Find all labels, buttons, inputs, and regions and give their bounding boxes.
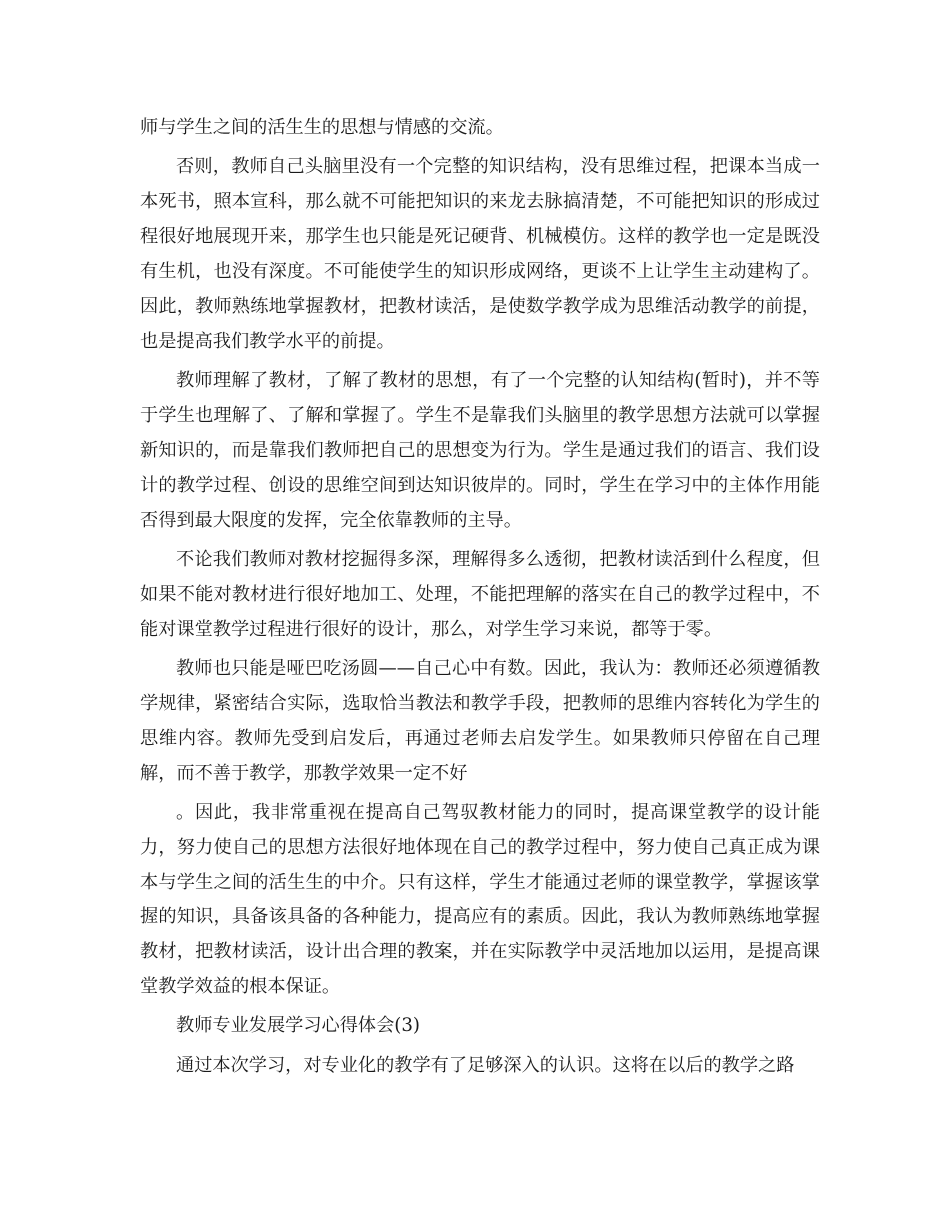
paragraph-2: 否则，教师自己头脑里没有一个完整的知识结构，没有思维过程，把课本当成一本死书，照本宣科，那么就不可能把知识的来龙去脉搞清楚，不可能把知识的形成过程很好地展现开来，那学生也只能是死记硬背、机械模仿。这样的教学也一定是既没有生机，也没有深度。不可能使学生的知识形成网络，更谈不上让学生主动建构了。因此，教师熟练地掌握教材，把教材读活，是使数学教学成为思维活动教学的前提，也是提高我们教学水平的前提。 (140, 156, 820, 352)
paragraph-6: 。因此，我非常重视在提高自己驾驭教材能力的同时，提高课堂教学的设计能力，努力使自己的思想方法很好地体现在自己的教学过程中，努力使自己真正成为课本与学生之间的活生生的中介。只有这样，学生才能通过老师的课堂教学，掌握该掌握的知识，具备该具备的各种能力，提高应有的素质。因此，我认为教师熟练地掌握教材，把教材读活，设计出合理的教案，并在实际教学中灵活地加以运用，是提高课堂教学效益的根本保证。 (140, 801, 820, 998)
paragraph-4: 不论我们教师对教材挖掘得多深，理解得多么透彻，把教材读活到什么程度，但如果不能对教材进行很好地加工、处理，不能把理解的落实在自己的教学过程中，不能对课堂教学过程进行很好的设计，那么，对学生学习来说，都等于零。 (140, 548, 820, 640)
paragraph-7: 通过本次学习，对专业化的教学有了足够深入的认识。这将在以后的教学之路 (176, 1054, 795, 1076)
paragraph-5: 教师也只能是哑巴吃汤圆——自己心中有数。因此，我认为：教师还必须遵循教学规律，紧密结合实际，选取恰当教法和教学手段，把教师的思维内容转化为学生的思维内容。教师先受到启发后，再通过老师去启发学生。如果教师只停留在自己理解，而不善于教学，那教学效果一定不好 (140, 657, 820, 784)
paragraph-3: 教师理解了教材，了解了教材的思想，有了一个完整的认知结构(暂时)，并不等于学生也理解了、了解和掌握了。学生不是靠我们头脑里的教学思想方法就可以掌握新知识的，而是靠我们教师把自己的思想变为行为。学生是通过我们的语言、我们设计的教学过程、创设的思维空间到达知识彼岸的。同时，学生在学习中的主体作用能否得到最大限度的发挥，完全依靠教师的主导。 (140, 369, 820, 531)
document-body (140, 111, 820, 1088)
section-heading: 教师专业发展学习心得体会(3) (176, 1015, 421, 1037)
paragraph-1: 师与学生之间的活生生的思想与情感的交流。 (140, 117, 504, 138)
